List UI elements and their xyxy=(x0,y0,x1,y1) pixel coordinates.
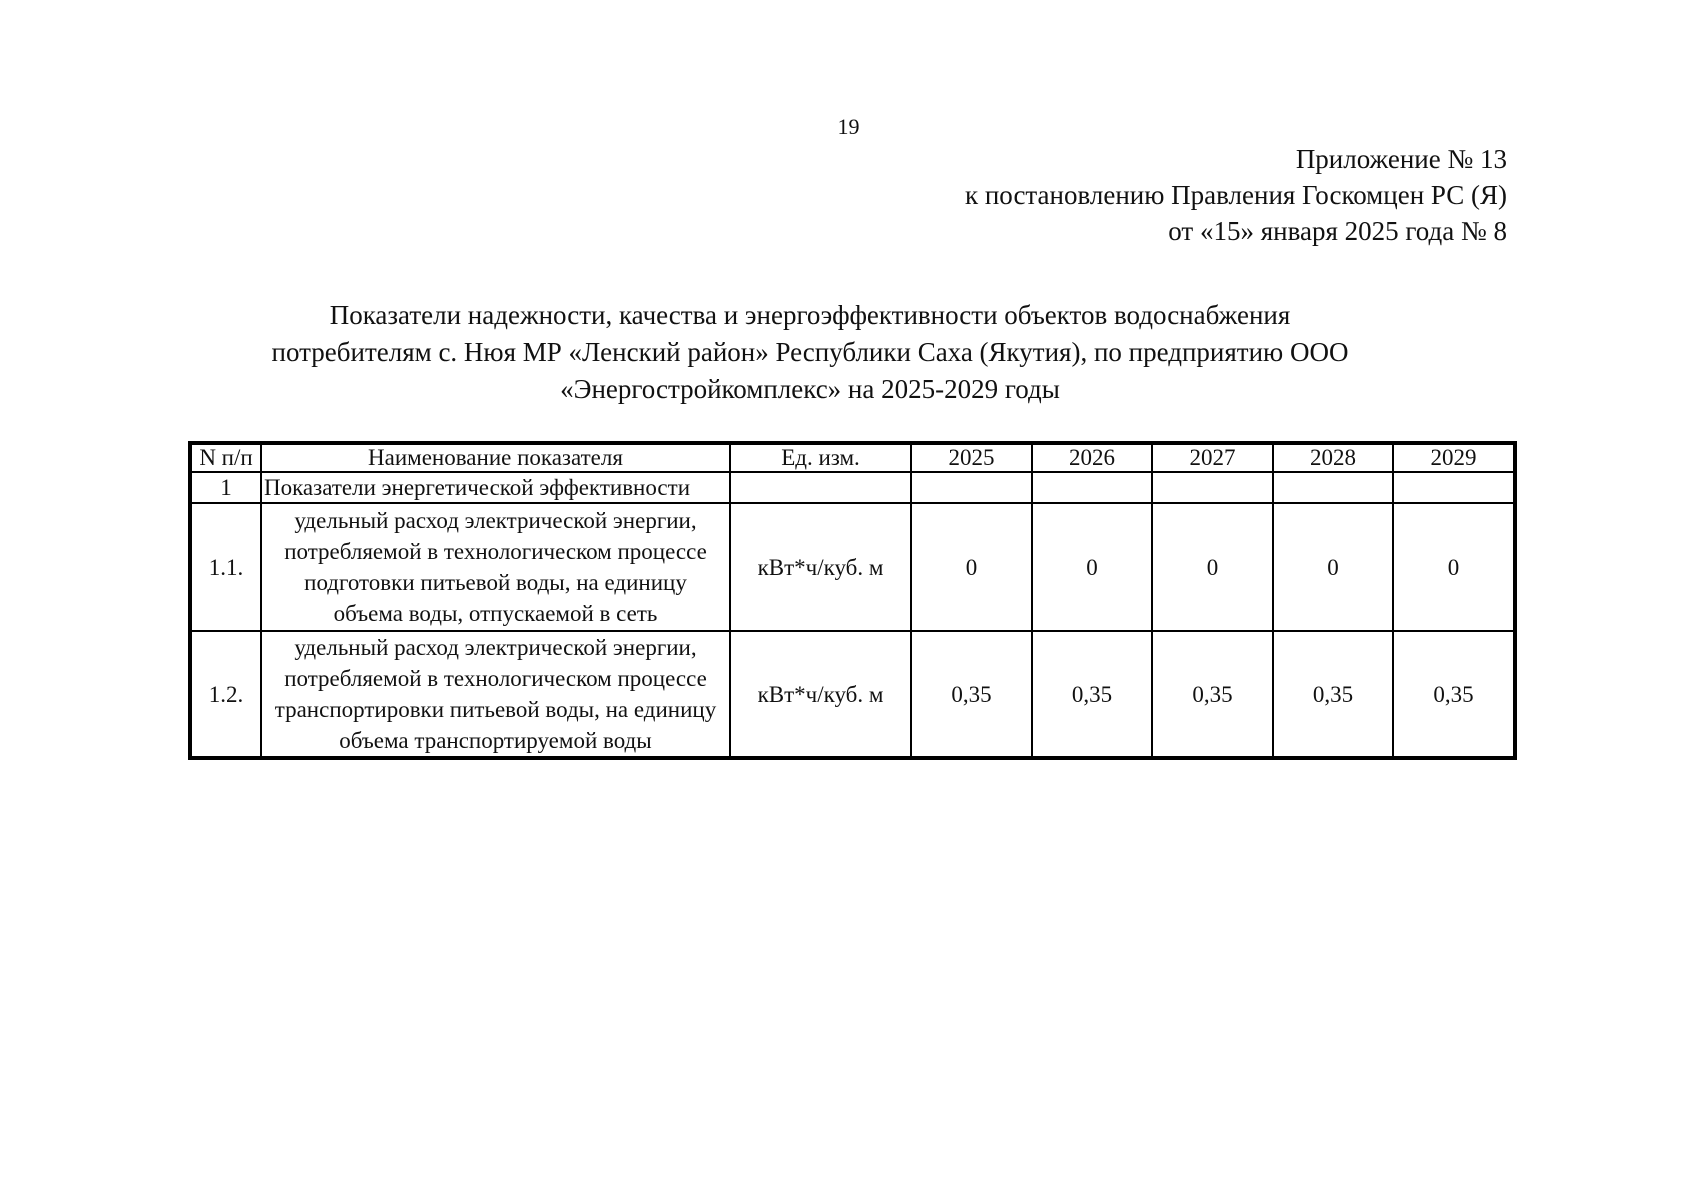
indicator-name-line: удельный расход электрической энергии, xyxy=(294,508,697,533)
header-name: Наименование показателя xyxy=(261,444,730,472)
row-indicator-name xyxy=(261,503,730,631)
indicators-table xyxy=(188,441,1517,760)
row-value: 0 xyxy=(911,503,1032,631)
row-value: 0,35 xyxy=(1393,631,1514,757)
header-year: 2028 xyxy=(1273,444,1393,472)
row-value: 0 xyxy=(1032,503,1152,631)
row-value: 0 xyxy=(1273,503,1393,631)
empty-cell xyxy=(1032,472,1152,503)
row-value: 0,35 xyxy=(911,631,1032,757)
indicator-name-line: объема воды, отпускаемой в сеть xyxy=(333,601,658,626)
section-row xyxy=(191,472,1514,503)
header-year: 2025 xyxy=(911,444,1032,472)
header-year: 2029 xyxy=(1393,444,1514,472)
indicator-name-line: удельный расход электрической энергии, xyxy=(294,635,697,660)
row-value: 0 xyxy=(1152,503,1273,631)
row-indicator-name xyxy=(261,631,730,757)
table-row xyxy=(191,631,1514,757)
empty-cell xyxy=(730,472,911,503)
appendix-resolution: к постановлению Правления Госкомцен РС (Я) xyxy=(964,180,1507,210)
indicator-name-line: потребляемой в технологическом процессе xyxy=(284,539,707,564)
indicator-name-line: подготовки питьевой воды, на единицу xyxy=(304,570,687,595)
indicator-name-line: транспортировки питьевой воды, на единицу xyxy=(274,697,717,722)
row-value: 0 xyxy=(1393,503,1514,631)
row-num: 1.2. xyxy=(191,631,261,757)
row-num: 1.1. xyxy=(191,503,261,631)
empty-cell xyxy=(1273,472,1393,503)
indicator-name-line: объема транспортируемой воды xyxy=(339,728,652,753)
section-name: Показатели энергетической эффективности xyxy=(261,472,730,503)
appendix-date: от «15» января 2025 года № 8 xyxy=(1168,216,1507,246)
empty-cell xyxy=(1152,472,1273,503)
empty-cell xyxy=(911,472,1032,503)
table-header-row xyxy=(191,444,1514,472)
row-value: 0,35 xyxy=(1273,631,1393,757)
section-num: 1 xyxy=(191,472,261,503)
row-value: 0,35 xyxy=(1032,631,1152,757)
indicator-name-line: потребляемой в технологическом процессе xyxy=(284,666,707,691)
row-unit: кВт*ч/куб. м xyxy=(730,503,911,631)
header-num: N п/п xyxy=(191,444,261,472)
title-line-3: «Энергостройкомплекс» на 2025-2029 годы xyxy=(560,374,1060,404)
appendix-number: Приложение № 13 xyxy=(1295,144,1507,174)
row-value: 0,35 xyxy=(1152,631,1273,757)
title-line-1: Показатели надежности, качества и энергоэффективности объектов водоснабжения xyxy=(329,300,1291,330)
table-row xyxy=(191,503,1514,631)
title-line-2: потребителям с. Нюя МР «Ленский район» Республики Саха (Якутия), по предприятию ООО xyxy=(271,337,1349,367)
document-title xyxy=(188,297,1432,408)
header-year: 2027 xyxy=(1152,444,1273,472)
header-year: 2026 xyxy=(1032,444,1152,472)
row-unit: кВт*ч/куб. м xyxy=(730,631,911,757)
empty-cell xyxy=(1393,472,1514,503)
header-unit: Ед. изм. xyxy=(730,444,911,472)
appendix-reference xyxy=(965,141,1507,249)
page-number: 19 xyxy=(837,114,860,139)
